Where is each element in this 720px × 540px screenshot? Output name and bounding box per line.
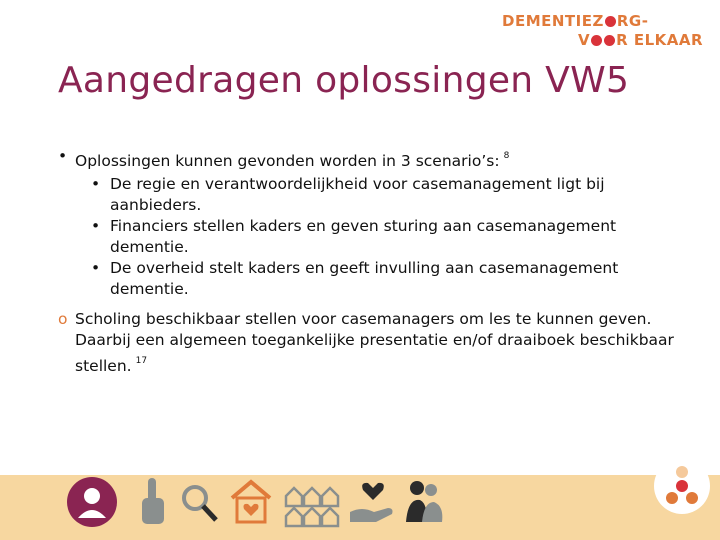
logo-mark-icon: [654, 458, 710, 514]
hand-heart-icon: [348, 476, 398, 528]
bullet-marker: •: [91, 175, 101, 193]
logo-line-1: DEMENTIEZ RG-: [502, 12, 649, 30]
magnifier-icon: [180, 476, 220, 528]
bullet-marker: •: [91, 217, 101, 235]
footer-band: [0, 475, 720, 540]
bullet-marker: •: [91, 259, 101, 277]
house-heart-icon: [228, 476, 274, 528]
bullet-item: [58, 309, 678, 377]
logo-dot-icon: [591, 35, 602, 46]
bullet-marker: o: [58, 310, 68, 328]
logo: [502, 12, 712, 50]
bullet-text: Scholing beschikbaar stellen voor casemanagers om les te kunnen geven. Daarbij een algemeen toegankelijke presentatie en/of draaiboek beschikbaar stellen.: [75, 310, 674, 375]
bullet-item: [58, 146, 678, 172]
bullet-marker: •: [58, 147, 68, 165]
person-icon: [66, 476, 118, 528]
houses-icon: [284, 476, 340, 528]
people-icon: [404, 476, 444, 528]
bullet-text: De overheid stelt kaders en geeft invulling aan casemanagement dementie.: [110, 259, 619, 298]
logo-line-2: V R ELKAAR: [578, 31, 704, 49]
logo-dot-icon: [604, 35, 615, 46]
sub-bullet-item: [58, 258, 678, 300]
bullet-text: De regie en verantwoordelijkheid voor casemanagement ligt bij aanbieders.: [110, 175, 605, 214]
bullet-text: Financiers stellen kaders en geven sturing aan casemanagement dementie.: [110, 217, 617, 256]
page-title: Aangedragen oplossingen VW5: [58, 60, 630, 101]
sub-bullet-item: [58, 174, 678, 216]
sub-bullet-item: [58, 216, 678, 258]
bullet-text: Oplossingen kunnen gevonden worden in 3 scenario’s:: [75, 152, 500, 170]
reference-number: 8: [503, 151, 510, 161]
logo-dot-icon: [605, 16, 616, 27]
pointing-hand-icon: [138, 476, 168, 528]
corner-logo: [654, 458, 710, 514]
reference-number: 17: [135, 356, 148, 366]
content: [58, 146, 678, 377]
